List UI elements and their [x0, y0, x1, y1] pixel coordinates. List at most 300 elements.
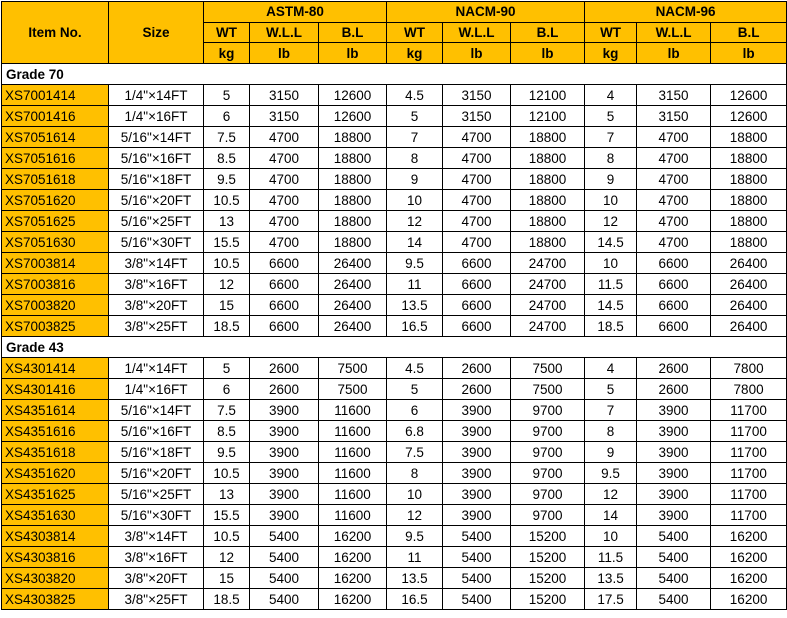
- cell-wll: 3900: [637, 505, 711, 526]
- cell-bl: 9700: [511, 400, 585, 421]
- cell-wll: 3150: [443, 106, 511, 127]
- cell-size: 5/16"×30FT: [109, 505, 204, 526]
- unit-lb: lb: [319, 43, 387, 64]
- cell-wt: 10: [387, 190, 443, 211]
- cell-wll: 6600: [443, 253, 511, 274]
- cell-wll: 3900: [250, 442, 319, 463]
- cell-size: 5/16"×14FT: [109, 127, 204, 148]
- unit-lb: lb: [511, 43, 585, 64]
- cell-bl: 26400: [319, 316, 387, 337]
- cell-wll: 3900: [443, 421, 511, 442]
- cell-wll: 4700: [637, 127, 711, 148]
- section-title: Grade 70: [2, 64, 787, 85]
- cell-wll: 3900: [637, 400, 711, 421]
- cell-wt: 12: [585, 211, 637, 232]
- cell-wll: 5400: [250, 589, 319, 610]
- cell-wll: 5400: [443, 589, 511, 610]
- cell-item-no: XS4301414: [2, 358, 109, 379]
- cell-bl: 11700: [711, 484, 787, 505]
- cell-item-no: XS7003820: [2, 295, 109, 316]
- cell-bl: 18800: [319, 211, 387, 232]
- cell-item-no: XS4303814: [2, 526, 109, 547]
- cell-wt: 5: [585, 106, 637, 127]
- cell-wt: 6.8: [387, 421, 443, 442]
- cell-size: 3/8"×16FT: [109, 547, 204, 568]
- cell-wll: 6600: [443, 295, 511, 316]
- cell-bl: 12600: [711, 106, 787, 127]
- cell-wll: 3150: [443, 85, 511, 106]
- table-row: [2, 589, 787, 610]
- cell-wt: 4.5: [387, 85, 443, 106]
- col-header-bl: B.L: [711, 22, 787, 43]
- cell-bl: 18800: [319, 232, 387, 253]
- cell-wt: 11.5: [585, 274, 637, 295]
- cell-item-no: XS4351614: [2, 400, 109, 421]
- cell-wll: 3900: [637, 442, 711, 463]
- cell-bl: 26400: [711, 253, 787, 274]
- cell-wt: 7: [585, 127, 637, 148]
- cell-bl: 11600: [319, 463, 387, 484]
- cell-wt: 13.5: [585, 568, 637, 589]
- cell-bl: 16200: [319, 568, 387, 589]
- cell-wll: 5400: [637, 568, 711, 589]
- cell-bl: 11600: [319, 484, 387, 505]
- table-row: [2, 463, 787, 484]
- cell-bl: 9700: [511, 442, 585, 463]
- unit-kg: kg: [387, 43, 443, 64]
- cell-wll: 6600: [637, 274, 711, 295]
- table-row: [2, 421, 787, 442]
- cell-bl: 18800: [511, 211, 585, 232]
- cell-wt: 12: [387, 505, 443, 526]
- cell-bl: 18800: [711, 232, 787, 253]
- cell-bl: 18800: [511, 169, 585, 190]
- unit-kg: kg: [585, 43, 637, 64]
- cell-wll: 2600: [443, 379, 511, 400]
- cell-size: 5/16"×18FT: [109, 442, 204, 463]
- cell-bl: 9700: [511, 484, 585, 505]
- cell-bl: 16200: [711, 589, 787, 610]
- cell-wt: 13: [204, 211, 250, 232]
- cell-wt: 12: [585, 484, 637, 505]
- cell-bl: 12600: [319, 106, 387, 127]
- cell-wt: 5: [204, 358, 250, 379]
- cell-bl: 18800: [511, 232, 585, 253]
- cell-bl: 26400: [319, 253, 387, 274]
- table-row: [2, 106, 787, 127]
- cell-wt: 6: [204, 379, 250, 400]
- cell-item-no: XS7051625: [2, 211, 109, 232]
- cell-item-no: XS7003816: [2, 274, 109, 295]
- group-header-astm-80: ASTM-80: [204, 2, 387, 23]
- cell-item-no: XS4303820: [2, 568, 109, 589]
- cell-bl: 16200: [319, 547, 387, 568]
- cell-bl: 12100: [511, 85, 585, 106]
- cell-size: 1/4"×14FT: [109, 85, 204, 106]
- cell-wll: 4700: [250, 190, 319, 211]
- cell-wt: 8.5: [204, 421, 250, 442]
- cell-wll: 3900: [443, 442, 511, 463]
- cell-wt: 7.5: [387, 442, 443, 463]
- cell-bl: 9700: [511, 421, 585, 442]
- cell-wll: 3150: [250, 106, 319, 127]
- cell-bl: 11600: [319, 400, 387, 421]
- cell-wll: 4700: [637, 190, 711, 211]
- cell-wt: 18.5: [585, 316, 637, 337]
- cell-wll: 3900: [250, 421, 319, 442]
- col-header-item-no: Item No.: [2, 2, 109, 64]
- table-row: [2, 274, 787, 295]
- cell-wt: 10: [387, 484, 443, 505]
- cell-wt: 14: [387, 232, 443, 253]
- cell-wt: 18.5: [204, 589, 250, 610]
- cell-wll: 4700: [250, 127, 319, 148]
- cell-item-no: XS4351618: [2, 442, 109, 463]
- table-body: [2, 64, 787, 610]
- cell-wt: 12: [387, 211, 443, 232]
- cell-wt: 12: [204, 274, 250, 295]
- cell-bl: 7500: [319, 358, 387, 379]
- cell-wll: 4700: [637, 232, 711, 253]
- cell-wll: 5400: [637, 589, 711, 610]
- cell-wt: 10.5: [204, 253, 250, 274]
- cell-wll: 4700: [443, 148, 511, 169]
- cell-wt: 10: [585, 526, 637, 547]
- cell-wt: 10.5: [204, 463, 250, 484]
- cell-bl: 16200: [319, 526, 387, 547]
- cell-wt: 10: [585, 190, 637, 211]
- cell-bl: 11700: [711, 421, 787, 442]
- cell-bl: 26400: [711, 316, 787, 337]
- cell-item-no: XS7051620: [2, 190, 109, 211]
- table-row: [2, 547, 787, 568]
- cell-wll: 3900: [637, 421, 711, 442]
- unit-kg: kg: [204, 43, 250, 64]
- unit-lb: lb: [637, 43, 711, 64]
- cell-wll: 4700: [443, 232, 511, 253]
- cell-wt: 16.5: [387, 316, 443, 337]
- cell-bl: 18800: [319, 127, 387, 148]
- cell-size: 5/16"×16FT: [109, 148, 204, 169]
- cell-wt: 9.5: [387, 253, 443, 274]
- cell-bl: 26400: [711, 295, 787, 316]
- cell-bl: 24700: [511, 253, 585, 274]
- cell-wll: 4700: [443, 190, 511, 211]
- cell-wt: 11: [387, 274, 443, 295]
- cell-wll: 6600: [250, 295, 319, 316]
- cell-wll: 4700: [250, 148, 319, 169]
- cell-wt: 14: [585, 505, 637, 526]
- table-row: [2, 232, 787, 253]
- group-header-nacm-96: NACM-96: [585, 2, 787, 23]
- table-row: [2, 484, 787, 505]
- table-row: [2, 295, 787, 316]
- cell-bl: 15200: [511, 547, 585, 568]
- cell-wt: 4: [585, 358, 637, 379]
- cell-wt: 14.5: [585, 232, 637, 253]
- cell-wll: 4700: [637, 148, 711, 169]
- cell-wt: 8: [585, 148, 637, 169]
- cell-bl: 16200: [319, 589, 387, 610]
- cell-size: 5/16"×18FT: [109, 169, 204, 190]
- section-title: Grade 43: [2, 337, 787, 358]
- cell-wll: 3900: [250, 400, 319, 421]
- cell-wt: 9.5: [204, 169, 250, 190]
- cell-wt: 13.5: [387, 295, 443, 316]
- section-row: [2, 337, 787, 358]
- cell-bl: 18800: [511, 127, 585, 148]
- cell-size: 3/8"×25FT: [109, 316, 204, 337]
- cell-bl: 15200: [511, 568, 585, 589]
- cell-bl: 11700: [711, 442, 787, 463]
- cell-wll: 4700: [637, 211, 711, 232]
- cell-bl: 24700: [511, 274, 585, 295]
- cell-size: 5/16"×20FT: [109, 463, 204, 484]
- cell-bl: 24700: [511, 316, 585, 337]
- cell-wt: 7: [387, 127, 443, 148]
- cell-bl: 18800: [319, 148, 387, 169]
- cell-wt: 8: [387, 463, 443, 484]
- cell-bl: 7800: [711, 358, 787, 379]
- cell-size: 5/16"×14FT: [109, 400, 204, 421]
- cell-wt: 7.5: [204, 400, 250, 421]
- cell-wt: 15.5: [204, 232, 250, 253]
- cell-bl: 26400: [319, 295, 387, 316]
- cell-wt: 4: [585, 85, 637, 106]
- table-row: [2, 526, 787, 547]
- cell-wll: 5400: [637, 526, 711, 547]
- cell-wll: 5400: [637, 547, 711, 568]
- cell-wt: 15: [204, 295, 250, 316]
- cell-wll: 6600: [637, 295, 711, 316]
- cell-wt: 12: [204, 547, 250, 568]
- cell-wll: 5400: [250, 526, 319, 547]
- cell-wll: 3900: [250, 484, 319, 505]
- cell-wll: 4700: [250, 232, 319, 253]
- cell-wll: 4700: [637, 169, 711, 190]
- cell-bl: 16200: [711, 547, 787, 568]
- cell-item-no: XS4303816: [2, 547, 109, 568]
- cell-wll: 3150: [637, 85, 711, 106]
- section-row: [2, 64, 787, 85]
- cell-bl: 9700: [511, 505, 585, 526]
- table-row: [2, 127, 787, 148]
- cell-wt: 6: [387, 400, 443, 421]
- cell-wll: 6600: [250, 316, 319, 337]
- cell-wll: 6600: [443, 316, 511, 337]
- cell-bl: 15200: [511, 589, 585, 610]
- cell-wll: 2600: [250, 379, 319, 400]
- cell-item-no: XS4351620: [2, 463, 109, 484]
- cell-bl: 7500: [511, 379, 585, 400]
- table-row: [2, 85, 787, 106]
- cell-wt: 5: [387, 379, 443, 400]
- cell-bl: 7800: [711, 379, 787, 400]
- cell-wll: 4700: [250, 211, 319, 232]
- table-row: [2, 253, 787, 274]
- cell-wll: 3900: [250, 463, 319, 484]
- cell-wt: 9: [585, 169, 637, 190]
- table-row: [2, 505, 787, 526]
- cell-wt: 7.5: [204, 127, 250, 148]
- cell-wt: 9.5: [387, 526, 443, 547]
- cell-wt: 6: [204, 106, 250, 127]
- cell-bl: 18800: [319, 190, 387, 211]
- cell-wt: 11.5: [585, 547, 637, 568]
- cell-bl: 18800: [511, 148, 585, 169]
- cell-bl: 11700: [711, 463, 787, 484]
- table-row: [2, 358, 787, 379]
- unit-lb: lb: [711, 43, 787, 64]
- cell-bl: 18800: [711, 148, 787, 169]
- cell-wt: 4.5: [387, 358, 443, 379]
- col-header-wll: W.L.L: [637, 22, 711, 43]
- cell-wll: 4700: [443, 211, 511, 232]
- cell-size: 5/16"×30FT: [109, 232, 204, 253]
- cell-bl: 26400: [711, 274, 787, 295]
- cell-wll: 4700: [443, 169, 511, 190]
- cell-size: 1/4"×16FT: [109, 379, 204, 400]
- cell-item-no: XS7051616: [2, 148, 109, 169]
- cell-size: 3/8"×25FT: [109, 589, 204, 610]
- cell-size: 3/8"×14FT: [109, 526, 204, 547]
- table-row: [2, 442, 787, 463]
- cell-wt: 14.5: [585, 295, 637, 316]
- cell-item-no: XS7001414: [2, 85, 109, 106]
- table-row: [2, 568, 787, 589]
- cell-bl: 26400: [319, 274, 387, 295]
- cell-wll: 6600: [637, 253, 711, 274]
- cell-wt: 8: [387, 148, 443, 169]
- cell-wt: 16.5: [387, 589, 443, 610]
- cell-bl: 15200: [511, 526, 585, 547]
- cell-size: 3/8"×14FT: [109, 253, 204, 274]
- cell-bl: 18800: [711, 211, 787, 232]
- cell-wll: 6600: [443, 274, 511, 295]
- cell-wt: 9.5: [585, 463, 637, 484]
- cell-wt: 9: [387, 169, 443, 190]
- cell-wll: 3150: [637, 106, 711, 127]
- table-row: [2, 400, 787, 421]
- group-header-nacm-90: NACM-90: [387, 2, 585, 23]
- cell-bl: 12600: [319, 85, 387, 106]
- cell-wll: 5400: [250, 568, 319, 589]
- cell-wt: 13.5: [387, 568, 443, 589]
- cell-wt: 8.5: [204, 148, 250, 169]
- unit-lb: lb: [443, 43, 511, 64]
- cell-bl: 7500: [319, 379, 387, 400]
- cell-wt: 15: [204, 568, 250, 589]
- cell-wt: 10: [585, 253, 637, 274]
- cell-bl: 12100: [511, 106, 585, 127]
- cell-wt: 10.5: [204, 526, 250, 547]
- cell-wll: 6600: [250, 253, 319, 274]
- table-row: [2, 148, 787, 169]
- cell-wt: 15.5: [204, 505, 250, 526]
- cell-bl: 18800: [319, 169, 387, 190]
- chain-spec-table: [1, 1, 787, 610]
- unit-lb: lb: [250, 43, 319, 64]
- cell-item-no: XS7001416: [2, 106, 109, 127]
- cell-wll: 6600: [250, 274, 319, 295]
- cell-wll: 5400: [250, 547, 319, 568]
- cell-bl: 18800: [511, 190, 585, 211]
- cell-wll: 4700: [443, 127, 511, 148]
- cell-bl: 11700: [711, 400, 787, 421]
- cell-bl: 12600: [711, 85, 787, 106]
- cell-size: 5/16"×25FT: [109, 211, 204, 232]
- col-header-bl: B.L: [511, 22, 585, 43]
- cell-size: 5/16"×16FT: [109, 421, 204, 442]
- cell-wll: 3900: [443, 505, 511, 526]
- col-header-size: Size: [109, 2, 204, 64]
- cell-bl: 18800: [711, 127, 787, 148]
- cell-bl: 24700: [511, 295, 585, 316]
- cell-wll: 5400: [443, 547, 511, 568]
- cell-bl: 16200: [711, 568, 787, 589]
- cell-bl: 11600: [319, 505, 387, 526]
- cell-size: 1/4"×16FT: [109, 106, 204, 127]
- col-header-wll: W.L.L: [443, 22, 511, 43]
- cell-wt: 5: [585, 379, 637, 400]
- cell-bl: 18800: [711, 190, 787, 211]
- table-header: [2, 2, 787, 64]
- cell-wt: 5: [204, 85, 250, 106]
- cell-wt: 11: [387, 547, 443, 568]
- col-header-wll: W.L.L: [250, 22, 319, 43]
- cell-wll: 5400: [443, 526, 511, 547]
- cell-size: 5/16"×25FT: [109, 484, 204, 505]
- cell-bl: 11600: [319, 442, 387, 463]
- cell-item-no: XS7051614: [2, 127, 109, 148]
- col-header-wt: WT: [204, 22, 250, 43]
- cell-size: 3/8"×16FT: [109, 274, 204, 295]
- cell-bl: 11700: [711, 505, 787, 526]
- cell-wll: 6600: [637, 316, 711, 337]
- cell-item-no: XS4301416: [2, 379, 109, 400]
- cell-item-no: XS4351616: [2, 421, 109, 442]
- cell-wt: 9.5: [204, 442, 250, 463]
- cell-wll: 4700: [250, 169, 319, 190]
- cell-bl: 16200: [711, 526, 787, 547]
- cell-size: 3/8"×20FT: [109, 295, 204, 316]
- cell-wll: 3150: [250, 85, 319, 106]
- cell-wll: 2600: [443, 358, 511, 379]
- cell-bl: 18800: [711, 169, 787, 190]
- table-row: [2, 379, 787, 400]
- header-row-groups: [2, 2, 787, 23]
- cell-wt: 13: [204, 484, 250, 505]
- cell-bl: 9700: [511, 463, 585, 484]
- cell-size: 1/4"×14FT: [109, 358, 204, 379]
- cell-item-no: XS7003814: [2, 253, 109, 274]
- cell-bl: 11600: [319, 421, 387, 442]
- table-row: [2, 169, 787, 190]
- cell-wll: 3900: [637, 463, 711, 484]
- table-row: [2, 316, 787, 337]
- cell-wt: 9: [585, 442, 637, 463]
- col-header-wt: WT: [387, 22, 443, 43]
- cell-item-no: XS4351630: [2, 505, 109, 526]
- cell-wll: 3900: [637, 484, 711, 505]
- cell-wt: 7: [585, 400, 637, 421]
- cell-wll: 3900: [443, 400, 511, 421]
- table-row: [2, 190, 787, 211]
- cell-wll: 2600: [637, 379, 711, 400]
- cell-bl: 7500: [511, 358, 585, 379]
- col-header-bl: B.L: [319, 22, 387, 43]
- cell-wll: 2600: [250, 358, 319, 379]
